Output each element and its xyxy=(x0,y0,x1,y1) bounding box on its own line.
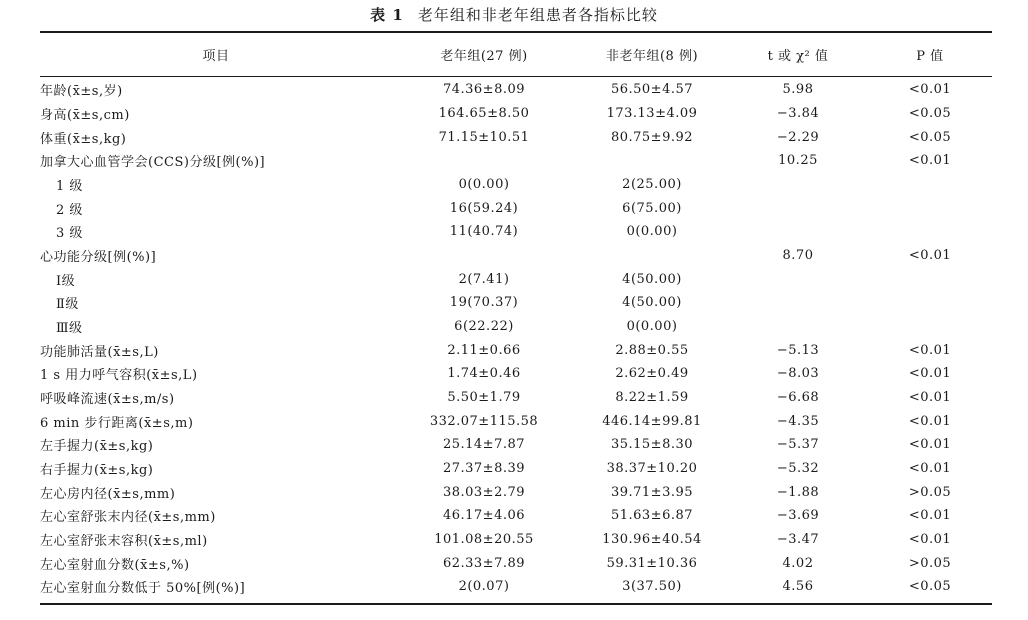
row-old-group-cell: 27.37±8.39 xyxy=(442,461,526,477)
row-p-value-cell: <0.01 xyxy=(908,248,952,264)
row-p-value-cell xyxy=(868,291,992,315)
table-row xyxy=(40,220,992,244)
row-old-group-cell: 1.74±0.46 xyxy=(447,366,521,382)
row-non-old-group-cell: 51.63±6.87 xyxy=(610,508,694,524)
row-p-value-cell: <0.01 xyxy=(908,342,952,358)
row-old-group-cell: 6(22.22) xyxy=(454,319,514,335)
table-row xyxy=(40,575,992,599)
table-row xyxy=(40,244,992,268)
table-row xyxy=(40,291,992,315)
row-item-cell: 左心房内径(x̄±s,mm) xyxy=(40,486,176,502)
row-old-group-cell: 101.08±20.55 xyxy=(434,532,534,548)
row-item-cell: 心功能分级[例(%)] xyxy=(40,250,157,266)
row-item-cell: 左心室舒张末内径(x̄±s,mm) xyxy=(40,510,216,526)
row-p-value-cell: <0.01 xyxy=(908,508,952,524)
row-item-cell: 年龄(x̄±s,岁) xyxy=(40,84,123,100)
row-non-old-group-cell: 2(25.00) xyxy=(622,177,682,193)
row-item-cell: 右手握力(x̄±s,kg) xyxy=(40,463,154,479)
table-row xyxy=(40,338,992,362)
row-statistic-cell xyxy=(728,267,868,291)
row-old-group-cell: 19(70.37) xyxy=(449,295,519,311)
row-statistic-cell: −4.35 xyxy=(776,413,820,429)
table-row xyxy=(40,76,992,102)
table-number: 表 1 xyxy=(370,6,404,24)
row-p-value-cell: >0.05 xyxy=(908,484,952,500)
row-p-value-cell xyxy=(868,315,992,339)
row-item-cell: 加拿大心血管学会(CCS)分级[例(%)] xyxy=(40,155,266,171)
row-item-cell: 6 min 步行距离(x̄±s,m) xyxy=(40,415,194,431)
table-row xyxy=(40,267,992,291)
row-statistic-cell: 4.02 xyxy=(782,555,814,571)
table-caption xyxy=(0,4,1028,25)
row-statistic-cell xyxy=(728,315,868,339)
header-row xyxy=(40,33,992,76)
row-p-value-cell: <0.01 xyxy=(908,153,952,169)
row-p-value-cell: <0.01 xyxy=(908,82,952,98)
row-p-value-cell xyxy=(868,220,992,244)
table-row xyxy=(40,409,992,433)
row-non-old-group-cell xyxy=(576,244,728,268)
row-old-group-cell: 2.11±0.66 xyxy=(447,342,521,358)
row-non-old-group-cell xyxy=(576,149,728,173)
row-statistic-cell: −3.84 xyxy=(776,106,820,121)
row-non-old-group-cell: 4(50.00) xyxy=(622,295,682,311)
row-p-value-cell: <0.05 xyxy=(908,579,952,595)
row-non-old-group-cell: 0(0.00) xyxy=(626,319,678,335)
row-p-value-cell: <0.05 xyxy=(908,106,952,121)
row-item-cell: 功能肺活量(x̄±s,L) xyxy=(40,344,159,360)
row-p-value-cell xyxy=(868,267,992,291)
row-statistic-cell: −5.37 xyxy=(776,437,820,453)
row-non-old-group-cell: 80.75±9.92 xyxy=(610,129,694,145)
row-old-group-cell: 71.15±10.51 xyxy=(438,129,530,145)
row-item-cell: 身高(x̄±s,cm) xyxy=(40,108,130,123)
row-old-group-cell: 25.14±7.87 xyxy=(442,437,526,453)
row-old-group-cell: 38.03±2.79 xyxy=(442,484,526,500)
row-statistic-cell xyxy=(728,291,868,315)
row-old-group-cell: 5.50±1.79 xyxy=(447,390,521,406)
header-statistic: t 或 χ² 值 xyxy=(767,49,829,64)
row-statistic-cell: −2.29 xyxy=(776,129,820,145)
row-statistic-cell: −1.88 xyxy=(776,484,820,500)
row-p-value-cell: >0.05 xyxy=(908,555,952,571)
row-old-group-cell: 11(40.74) xyxy=(449,224,519,240)
row-p-value-cell: <0.01 xyxy=(908,437,952,453)
row-p-value-cell xyxy=(868,173,992,197)
row-item-cell: Ⅱ级 xyxy=(56,297,79,313)
table-row xyxy=(40,173,992,197)
row-non-old-group-cell: 39.71±3.95 xyxy=(610,484,694,500)
row-non-old-group-cell: 59.31±10.36 xyxy=(606,555,698,571)
row-item-cell: 左手握力(x̄±s,kg) xyxy=(40,439,154,455)
row-old-group-cell: 0(0.00) xyxy=(458,177,510,193)
row-non-old-group-cell: 446.14±99.81 xyxy=(602,413,702,429)
row-old-group-cell: 2(0.07) xyxy=(458,579,510,595)
table-row xyxy=(40,457,992,481)
row-non-old-group-cell: 130.96±40.54 xyxy=(602,532,702,548)
row-non-old-group-cell: 0(0.00) xyxy=(626,224,678,240)
table-row xyxy=(40,480,992,504)
header-p-value: P 值 xyxy=(916,49,944,64)
row-item-cell: 左心室射血分数低于 50%[例(%)] xyxy=(40,581,246,597)
row-item-cell: 呼吸峰流速(x̄±s,m/s) xyxy=(40,392,175,408)
row-statistic-cell: −3.69 xyxy=(776,508,820,524)
header-non-old-group: 非老年组(8 例) xyxy=(605,49,699,64)
row-p-value-cell: <0.01 xyxy=(908,461,952,477)
row-statistic-cell: −5.32 xyxy=(776,461,820,477)
table-title: 老年组和非老年组患者各指标比较 xyxy=(417,6,658,24)
row-item-cell: 3 级 xyxy=(56,226,83,242)
row-old-group-cell: 332.07±115.58 xyxy=(429,413,539,429)
row-statistic-cell: 4.56 xyxy=(782,579,814,595)
table-row xyxy=(40,149,992,173)
row-old-group-cell: 62.33±7.89 xyxy=(442,555,526,571)
row-statistic-cell: 8.70 xyxy=(782,248,814,264)
row-item-cell: 2 级 xyxy=(56,202,83,218)
row-statistic-cell: −8.03 xyxy=(776,366,820,382)
table-row xyxy=(40,362,992,386)
row-item-cell: 左心室射血分数(x̄±s,%) xyxy=(40,557,190,573)
comparison-table xyxy=(40,33,992,599)
row-item-cell: Ⅰ级 xyxy=(56,273,76,289)
row-non-old-group-cell: 35.15±8.30 xyxy=(610,437,694,453)
row-non-old-group-cell: 4(50.00) xyxy=(622,271,682,287)
table-row xyxy=(40,102,992,126)
row-old-group-cell: 46.17±4.06 xyxy=(442,508,526,524)
row-statistic-cell xyxy=(728,173,868,197)
row-non-old-group-cell: 8.22±1.59 xyxy=(615,390,689,406)
row-non-old-group-cell: 6(75.00) xyxy=(622,200,682,216)
row-p-value-cell: <0.01 xyxy=(908,532,952,548)
row-non-old-group-cell: 38.37±10.20 xyxy=(606,461,698,477)
table-body xyxy=(40,76,992,599)
header-old-group: 老年组(27 例) xyxy=(440,49,528,64)
row-non-old-group-cell: 2.88±0.55 xyxy=(615,342,689,358)
bottom-rule xyxy=(40,603,992,605)
row-non-old-group-cell: 3(37.50) xyxy=(622,579,682,595)
row-p-value-cell: <0.01 xyxy=(908,390,952,406)
row-item-cell: 体重(x̄±s,kg) xyxy=(40,131,127,147)
row-old-group-cell: 164.65±8.50 xyxy=(438,106,530,121)
row-item-cell: 1 级 xyxy=(56,179,83,195)
table-row xyxy=(40,386,992,410)
table-row xyxy=(40,433,992,457)
row-statistic-cell: 10.25 xyxy=(778,153,818,169)
row-statistic-cell: −5.13 xyxy=(776,342,820,358)
row-p-value-cell: <0.01 xyxy=(908,366,952,382)
row-statistic-cell xyxy=(728,220,868,244)
row-p-value-cell xyxy=(868,196,992,220)
row-item-cell: 1 s 用力呼气容积(x̄±s,L) xyxy=(40,368,198,384)
row-old-group-cell xyxy=(392,149,576,173)
row-p-value-cell: <0.05 xyxy=(908,129,952,145)
table-row xyxy=(40,196,992,220)
row-statistic-cell: 5.98 xyxy=(782,82,814,98)
row-old-group-cell: 74.36±8.09 xyxy=(442,82,526,98)
row-statistic-cell xyxy=(728,196,868,220)
row-item-cell: Ⅲ级 xyxy=(56,321,83,337)
row-old-group-cell: 2(7.41) xyxy=(458,271,510,287)
row-item-cell: 左心室舒张末容积(x̄±s,ml) xyxy=(40,534,208,550)
table-row xyxy=(40,125,992,149)
table-row xyxy=(40,551,992,575)
row-old-group-cell xyxy=(392,244,576,268)
table-row xyxy=(40,315,992,339)
row-statistic-cell: −3.47 xyxy=(776,532,820,548)
row-old-group-cell: 16(59.24) xyxy=(449,200,519,216)
row-non-old-group-cell: 173.13±4.09 xyxy=(606,106,698,121)
row-p-value-cell: <0.01 xyxy=(908,413,952,429)
row-statistic-cell: −6.68 xyxy=(776,390,820,406)
header-item: 项目 xyxy=(202,49,230,64)
row-non-old-group-cell: 56.50±4.57 xyxy=(610,82,694,98)
table-row xyxy=(40,504,992,528)
row-non-old-group-cell: 2.62±0.49 xyxy=(615,366,689,382)
table-row xyxy=(40,528,992,552)
